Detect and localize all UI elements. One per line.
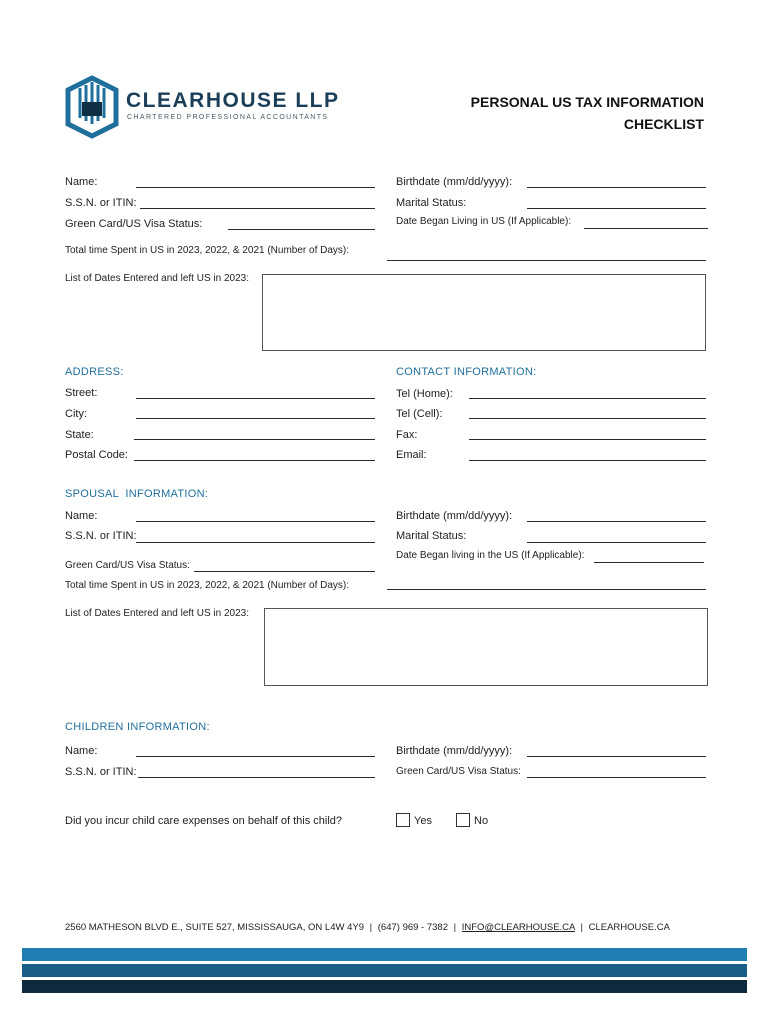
child-care-yes-label: Yes [414,815,432,827]
marital-status-label: Marital Status: [396,197,467,209]
tel-home-field[interactable] [469,398,706,399]
footer-band-bottom [22,980,747,993]
page-title-line1: PERSONAL US TAX INFORMATION [470,94,704,110]
spouse-birthdate-field[interactable] [527,521,706,522]
tel-cell-field[interactable] [469,418,706,419]
child-care-no-checkbox[interactable] [456,813,470,827]
child-name-field[interactable] [136,756,375,757]
footer-phone: (647) 969 - 7382 [377,922,448,933]
ssn-field[interactable] [140,208,375,209]
clearhouse-logo-icon [64,72,120,142]
list-dates-box[interactable] [262,274,706,351]
state-label: State: [65,429,94,441]
child-green-card-label: Green Card/US Visa Status: [396,766,521,777]
postal-code-field[interactable] [134,460,375,461]
birthdate-field[interactable] [527,187,706,188]
spouse-total-time-field[interactable] [387,589,706,590]
child-ssn-label: S.S.N. or ITIN: [65,766,137,778]
child-birthdate-field[interactable] [527,756,706,757]
tel-cell-label: Tel (Cell): [396,408,443,420]
state-field[interactable] [134,439,375,440]
contact-heading: CONTACT INFORMATION: [396,366,537,378]
spouse-date-began-label: Date Began living in the US (If Applicable): [396,550,585,561]
footer-band-top [22,948,747,961]
total-time-label: Total time Spent in US in 2023, 2022, & 2021 (Number of Days): [65,245,350,256]
spouse-date-began-field[interactable] [594,562,704,563]
fax-label: Fax: [396,429,418,441]
brand-name: CLEARHOUSE LLP [126,89,340,112]
email-label: Email: [396,449,427,461]
child-ssn-field[interactable] [138,777,375,778]
page-title [471,94,704,132]
footer-website-link[interactable]: CLEARHOUSE.CA [588,922,670,933]
spouse-green-card-field[interactable] [194,571,375,572]
tel-home-label: Tel (Home): [396,388,453,400]
address-heading: ADDRESS: [65,366,124,378]
spouse-name-field[interactable] [136,521,375,522]
child-name-label: Name: [65,745,98,757]
child-care-yes-checkbox[interactable] [396,813,410,827]
page-title-line2: CHECKLIST [623,116,704,132]
child-care-no-label: No [474,815,489,827]
brand-logo [64,72,340,144]
child-birthdate-label: Birthdate (mm/dd/yyyy): [396,745,513,757]
city-label: City: [65,408,87,420]
total-time-field[interactable] [387,260,706,261]
spouse-total-time-label: Total time Spent in US in 2023, 2022, & 2021 (Number of Days): [65,580,350,591]
spouse-name-label: Name: [65,510,98,522]
footer-band-mid [22,964,747,977]
date-began-label: Date Began Living in US (If Applicable): [396,216,572,227]
list-dates-label: List of Dates Entered and left US in 2023: [65,273,249,284]
spouse-list-dates-box[interactable] [264,608,708,686]
child-green-card-field[interactable] [527,777,706,778]
street-label: Street: [65,387,98,399]
green-card-field[interactable] [228,229,375,230]
spouse-list-dates-label: List of Dates Entered and left US in 2023: [65,608,249,619]
spouse-ssn-field[interactable] [136,542,375,543]
spouse-ssn-label: S.S.N. or ITIN: [65,530,137,542]
fax-field[interactable] [469,439,706,440]
footer-email-link[interactable]: INFO@CLEARHOUSE.CA [461,922,575,933]
postal-code-label: Postal Code: [65,449,128,461]
name-field[interactable] [136,187,375,188]
street-field[interactable] [136,398,375,399]
footer-contact-line [65,922,670,933]
child-care-question: Did you incur child care expenses on behalf of this child? [65,815,342,827]
spouse-marital-status-field[interactable] [527,542,706,543]
email-field[interactable] [469,460,706,461]
name-label: Name: [65,176,98,188]
date-began-field[interactable] [584,228,708,229]
brand-tagline: CHARTERED PROFESSIONAL ACCOUNTANTS [127,114,329,121]
spouse-marital-status-label: Marital Status: [396,530,467,542]
footer-separator: | [369,922,373,933]
city-field[interactable] [136,418,375,419]
birthdate-label: Birthdate (mm/dd/yyyy): [396,176,513,188]
footer-address: 2560 MATHESON BLVD E., SUITE 527, MISSISSAUGA, ON L4W 4Y9 [65,922,364,933]
spouse-birthdate-label: Birthdate (mm/dd/yyyy): [396,510,513,522]
footer-separator: | [580,922,583,933]
spouse-heading: SPOUSAL INFORMATION: [65,488,209,500]
children-heading: CHILDREN INFORMATION: [65,721,210,733]
spouse-green-card-label: Green Card/US Visa Status: [65,560,190,571]
ssn-label: S.S.N. or ITIN: [65,197,137,209]
footer-separator: | [453,922,457,933]
green-card-label: Green Card/US Visa Status: [65,218,203,230]
marital-status-field[interactable] [527,208,706,209]
